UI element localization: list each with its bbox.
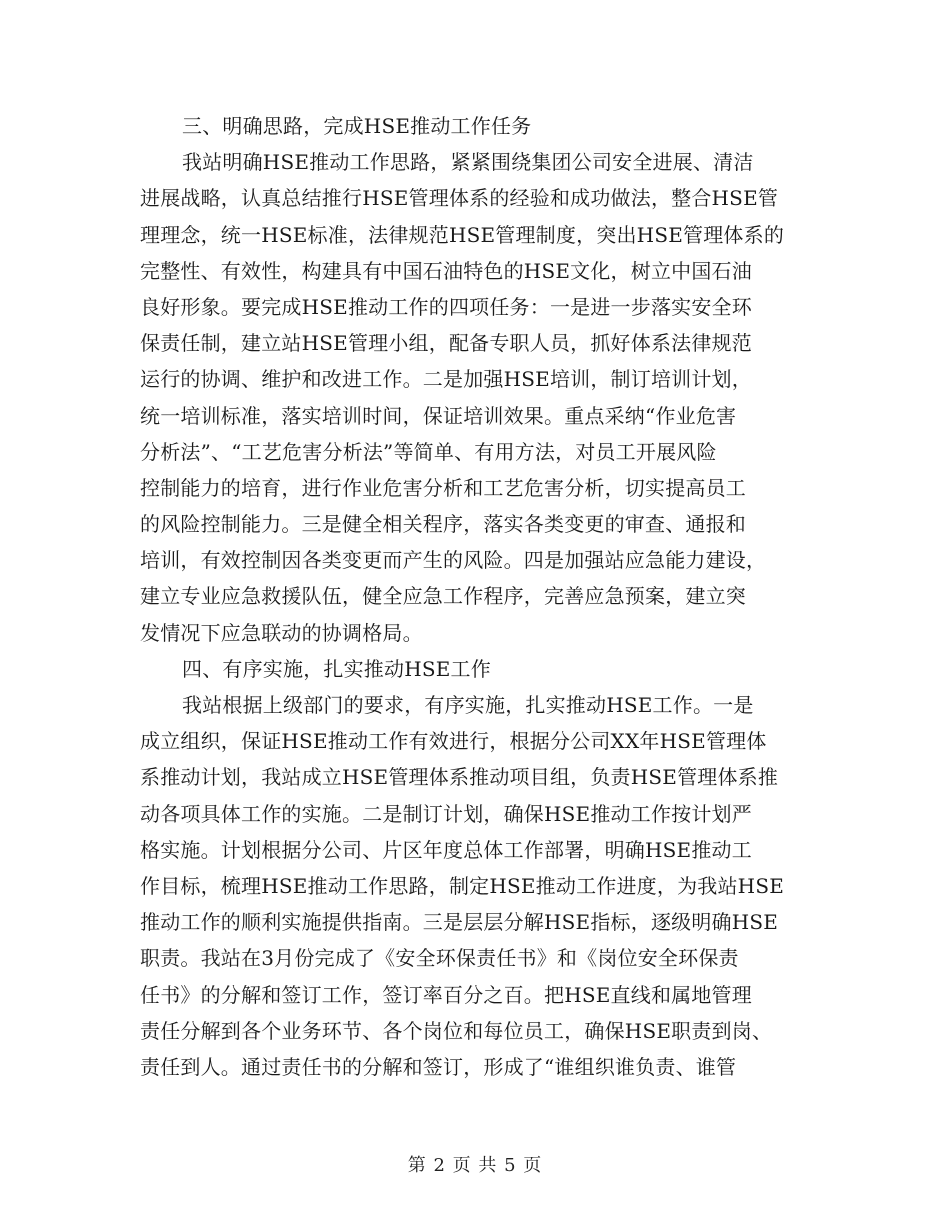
text-line: 任书》的分解和签订工作，签订率百分之百。把HSE直线和属地管理 xyxy=(140,982,752,1007)
text-line: 进展战略，认真总结推行HSE管理体系的经验和成功做法，整合HSE管 xyxy=(140,186,779,211)
text-line: 统一培训标准，落实培训时间，保证培训效果。重点采纳“作业危害 xyxy=(140,403,737,428)
text-line: 责任分解到各个业务环节、各个岗位和每位员工，确保HSE职责到岗、 xyxy=(140,1018,773,1043)
text-line: 作目标，梳理HSE推动工作思路，制定HSE推动工作进度，为我站HSE xyxy=(140,873,785,898)
text-line: 职责。我站在3月份完成了《安全环保责任书》和《岗位安全环保责 xyxy=(140,946,739,971)
text-line: 运行的协调、维护和改进工作。二是加强HSE培训，制订培训计划， xyxy=(140,367,752,392)
text-line: 控制能力的培育，进行作业危害分析和工艺危害分析，切实提高员工 xyxy=(140,475,746,500)
text-line: 动各项具体工作的实施。二是制订计划，确保HSE推动工作按计划严 xyxy=(140,801,752,826)
text-line: 培训，有效控制因各类变更而产生的风险。四是加强站应急能力建设， xyxy=(140,548,767,573)
text-line: 良好形象。要完成HSE推动工作的四项任务：一是进一步落实安全环 xyxy=(140,294,752,319)
document-body xyxy=(140,108,820,1085)
text-line: 推动工作的顺利实施提供指南。三是层层分解HSE指标，逐级明确HSE xyxy=(140,910,779,935)
text-line: 责任到人。通过责任书的分解和签订，形成了“谁组织谁负责、谁管 xyxy=(140,1054,737,1079)
text-line: 格实施。计划根据分公司、片区年度总体工作部署，明确HSE推动工 xyxy=(140,837,752,862)
text-line: 建立专业应急救援队伍，健全应急工作程序，完善应急预案，建立突 xyxy=(140,584,746,609)
text-line: 成立组织，保证HSE推动工作有效进行，根据分公司XX年HSE管理体 xyxy=(140,729,767,754)
text-line: 我站根据上级部门的要求，有序实施，扎实推动HSE工作。一是 xyxy=(182,693,754,717)
text-line: 理理念，统一HSE标准，法律规范HSE管理制度，突出HSE管理体系的 xyxy=(140,222,785,247)
text-line: 三、明确思路，完成HSE推动工作任务 xyxy=(182,114,532,138)
text-line: 我站明确HSE推动工作思路，紧紧围绕集团公司安全进展、清洁 xyxy=(182,150,754,175)
text-line: 发情况下应急联动的协调格局。 xyxy=(140,620,423,645)
text-line: 的风险控制能力。三是健全相关程序，落实各类变更的审查、通报和 xyxy=(140,512,746,537)
text-line: 分析法”、“工艺危害分析法”等简单、有用方法，对员工开展风险 xyxy=(140,439,717,464)
text-line: 保责任制，建立站HSE管理小组，配备专职人员，抓好体系法律规范 xyxy=(140,331,752,356)
text-line: 四、有序实施，扎实推动HSE工作 xyxy=(182,656,491,681)
text-line: 完整性、有效性，构建具有中国石油特色的HSE文化，树立中国石油 xyxy=(140,258,752,283)
page-number-footer: 第 2 页 共 5 页 xyxy=(407,1155,543,1176)
text-line: 系推动计划，我站成立HSE管理体系推动项目组，负责HSE管理体系推 xyxy=(140,765,779,790)
